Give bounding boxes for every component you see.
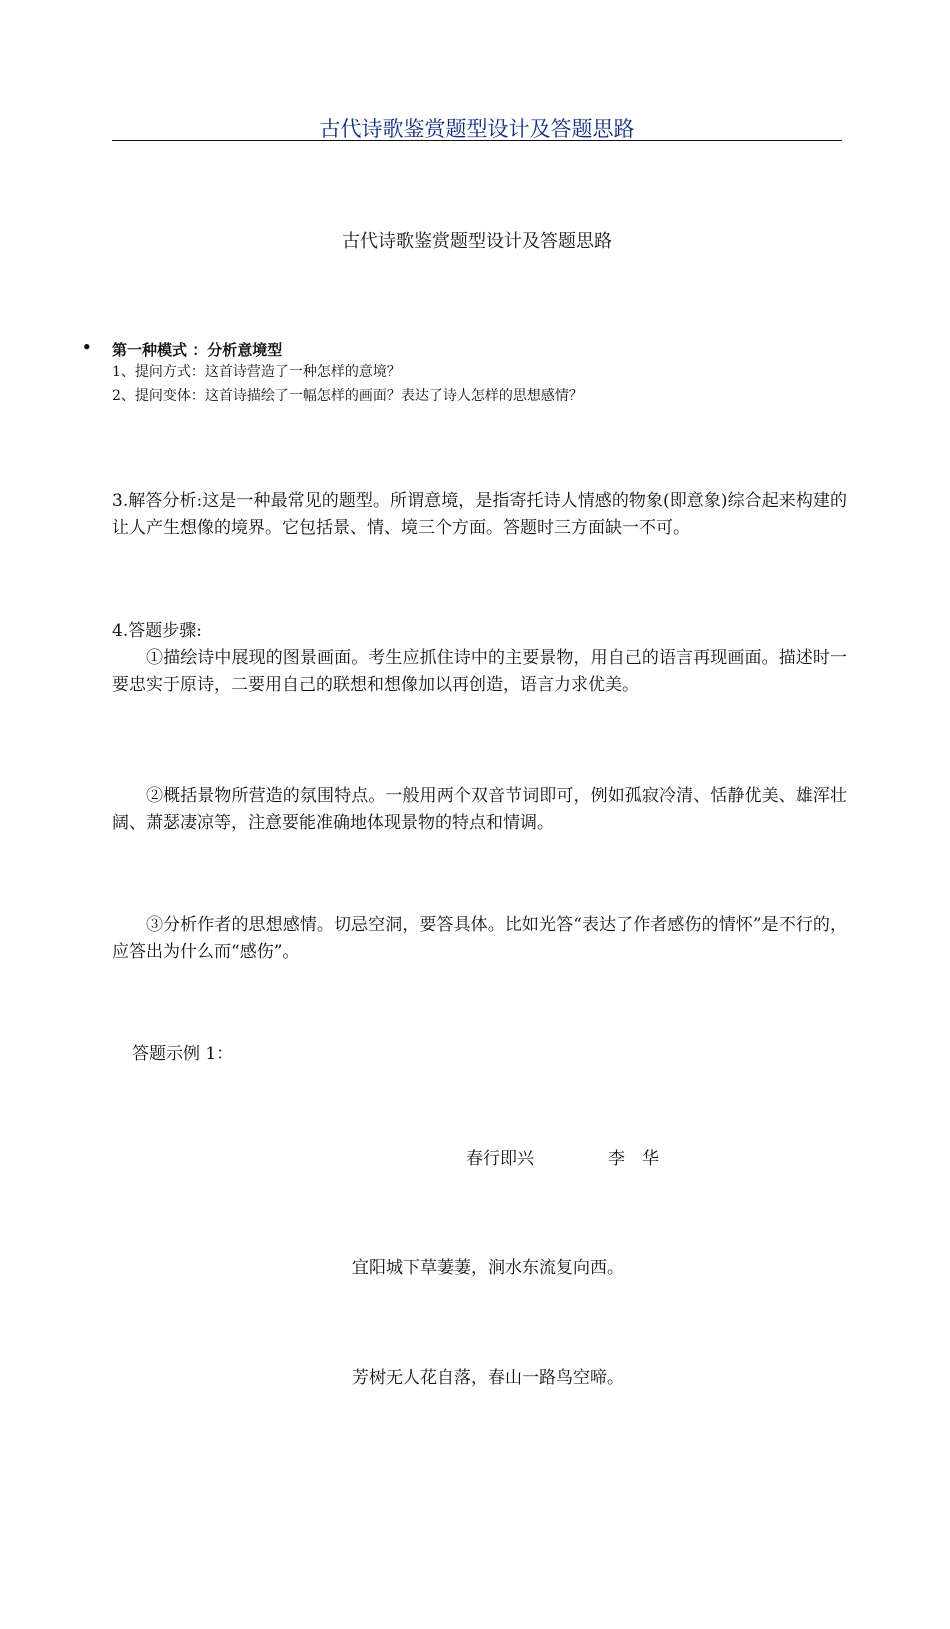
bullet-marker: • (82, 338, 92, 356)
poem-line-2: 芳树无人花自落，春山一路鸟空啼。 (352, 1368, 624, 1388)
page-header-title: 古代诗歌鉴赏题型设计及答题思路 (319, 117, 635, 141)
section-heading: 第一种模式 ：分析意境型 (112, 341, 283, 359)
poem-line-1: 宜阳城下草萋萋，涧水东流复向西。 (352, 1258, 624, 1278)
example-label: 答题示例 1： (132, 1044, 234, 1064)
question-variant: 2、提问变体：这首诗描绘了一幅怎样的画面？表达了诗人怎样的思想感情？ (112, 388, 583, 404)
question-format: 1、提问方式：这首诗营造了一种怎样的意境？ (112, 364, 401, 380)
poem-title: 春行即兴 (466, 1149, 534, 1169)
step-3-paragraph: ③分析作者的思想感情。切忌空洞，要答具体。比如光答“表达了作者感伤的情怀”是不行的，应答出为什么而“感伤”。 (112, 915, 847, 962)
step-1-paragraph: ①描绘诗中展现的图景画面。考生应抓住诗中的主要景物，用自己的语言再现画面。描述时一要忠实于原诗，二要用自己的联想和想像加以再创造，语言力求优美。 (112, 648, 847, 695)
analysis-paragraph: 3.解答分析:这是一种最常见的题型。所谓意境，是指寄托诗人情感的物象(即意象)综合起来构建的让人产生想像的境界。它包括景、情、境三个方面。答题时三方面缺一不可。 (112, 491, 847, 538)
steps-heading: 4.答题步骤: (112, 621, 202, 641)
document-title: 古代诗歌鉴赏题型设计及答题思路 (342, 231, 612, 252)
poem-author: 李 华 (608, 1149, 659, 1169)
header-divider (112, 140, 842, 141)
step-2-paragraph: ②概括景物所营造的氛围特点。一般用两个双音节词即可，例如孤寂冷清、恬静优美、雄浑壮阔、萧瑟凄凉等，注意要能准确地体现景物的特点和情调。 (112, 786, 847, 833)
